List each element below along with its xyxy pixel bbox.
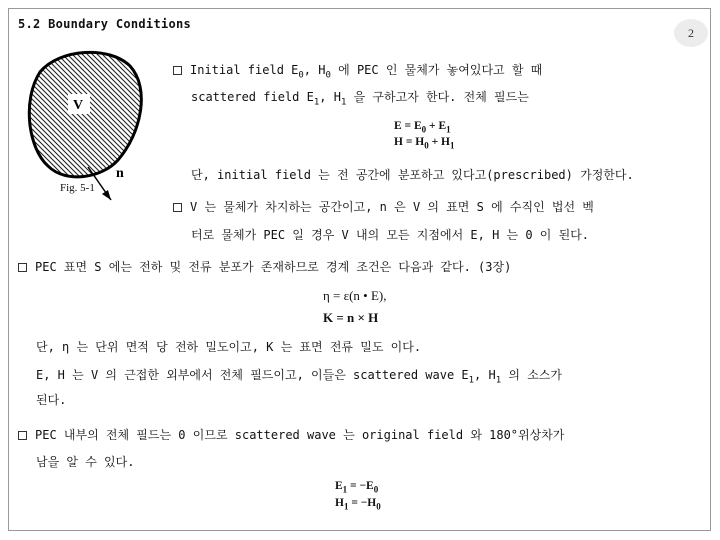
paragraph-line: E, H 는 V 의 근접한 외부에서 전체 필드이고, 이들은 scattered wave $E_1$, $H_1$ 의 소스가: [36, 368, 562, 386]
paragraph-line: 된다.: [36, 393, 67, 407]
pec-body-figure: [18, 40, 168, 205]
bullet-pec-surface: [18, 258, 511, 275]
pec-body-shape: [29, 52, 141, 177]
equation-total-e: $E = E_0 + E_1$: [394, 120, 451, 135]
paragraph-text: PEC 내부의 전체 필드는 0 이므로 scattered wave 는 original field 와 180°위상차가: [35, 428, 565, 442]
paragraph-text: V 는 물체가 차지하는 공간이고, n 은 V 의 표면 S 에 수직인 법선 벡: [190, 200, 594, 214]
paragraph-line: 단, initial field 는 전 공간에 분포하고 있다고(prescribed) 가정한다.: [191, 168, 634, 182]
paragraph-text: Initial field $E_0$, $H_0$ 에 PEC 인 물체가 놓여있다고 할 때: [190, 63, 543, 81]
paragraph-line: scattered field $E_1$, $H_1$ 을 구하고자 한다. 전체 필드는: [191, 90, 529, 108]
equation-scatter-h: $H_1 = -H_0$: [335, 497, 381, 512]
equation-scatter-e: $E_1 = -E_0$: [335, 480, 379, 495]
bullet-square-icon: [18, 263, 27, 272]
equation-boundary-charge: η = ε(n • E),: [323, 288, 387, 303]
bullet-initial-field: [173, 61, 542, 80]
equation-total-h: $H = H_0 + H_1$: [394, 136, 455, 151]
page-number-badge: 2: [674, 19, 708, 47]
figure-caption: Fig. 5-1: [60, 182, 95, 194]
paragraph-text: PEC 표면 S 에는 전하 및 전류 분포가 존재하므로 경계 조건은 다음과 같다. (3장): [35, 260, 512, 274]
bullet-square-icon: [173, 203, 182, 212]
equation-boundary-current: K = n × H: [323, 310, 379, 325]
slide-title: 5.2 Boundary Conditions: [18, 17, 192, 31]
bullet-square-icon: [173, 66, 182, 75]
bullet-interior-field: [18, 426, 564, 443]
paragraph-line: 남을 알 수 있다.: [36, 455, 135, 469]
paragraph-line: 단, η 는 단위 면적 당 전하 밀도이고, K 는 표면 전류 밀도 이다.: [36, 340, 422, 354]
normal-vector-label: n: [116, 166, 124, 181]
paragraph-line: 터로 물체가 PEC 일 경우 V 내의 모든 지점에서 E, H 는 0 이 된다.: [191, 228, 590, 242]
bullet-volume-definition: [173, 198, 594, 215]
bullet-square-icon: [18, 431, 27, 440]
volume-label: V: [73, 98, 84, 113]
